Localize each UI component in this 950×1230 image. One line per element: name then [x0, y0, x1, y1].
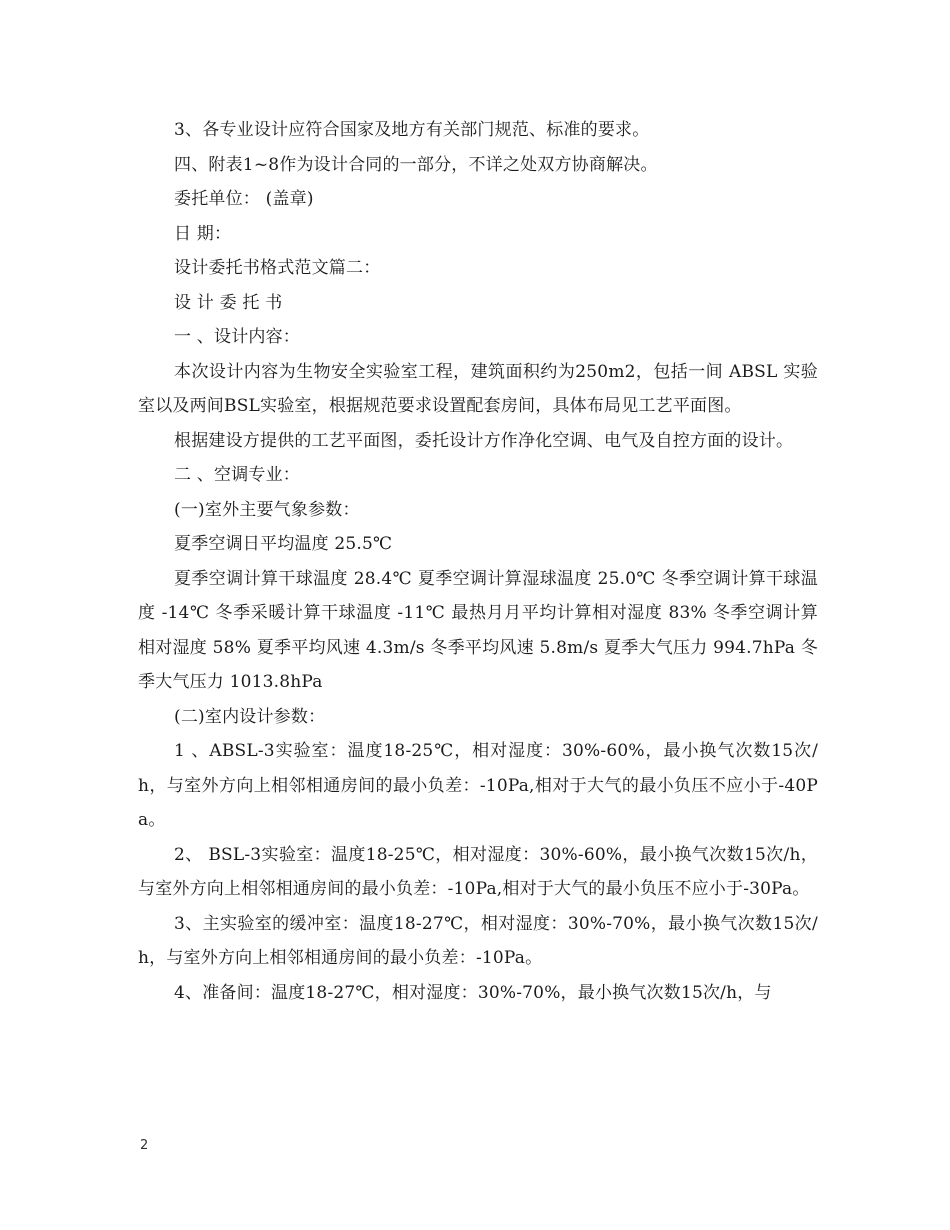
- document-title: 设 计 委 托 书: [174, 292, 283, 313]
- paragraph-bsl3: 2、 BSL-3实验室：温度18-25℃，相对湿度：30%-60%，最小换气次数15次/h，与室外方向上相邻相通房间的最小负差：-10Pa,相对于大气的最小负压不应小于-30Pa。: [138, 844, 818, 899]
- section-heading-sample-two: 设计委托书格式范文篇二：: [174, 258, 381, 278]
- paragraph-weather-params: 夏季空调计算干球温度 28.4℃ 夏季空调计算湿球温度 25.0℃ 冬季空调计算干球温度 -14℃ 冬季采暖计算干球温度 -11℃ 最热月月平均计算相对湿度 83% 冬季空调计算相对湿度 58% 夏季平均风速 4.3m/s 冬季平均风速 5.8m/s 夏季大气压力 994.7hPa 冬季大气压力 1013.8hPa: [138, 568, 818, 692]
- paragraph-design-scope: 本次设计内容为生物安全实验室工程，建筑面积约为250m2，包括一间 ABSL 实验室以及两间BSL实验室，根据规范要求设置配套房间，具体布局见工艺平面图。: [138, 361, 818, 416]
- paragraph-item-3: 3、各专业设计应符合国家及地方有关部门规范、标准的要求。: [174, 120, 650, 140]
- subheading-indoor-params: (二)室内设计参数：: [174, 706, 326, 727]
- paragraph-absl3: 1 、ABSL-3实验室：温度18-25℃，相对湿度：30%-60%，最小换气次数15次/h，与室外方向上相邻相通房间的最小负差：-10Pa,相对于大气的最小负压不应小于-40Pa。: [138, 741, 818, 830]
- page-number: 2: [140, 1138, 149, 1153]
- document-body: [138, 113, 818, 1010]
- paragraph-appendix: 四、附表1~8作为设计合同的一部分，不详之处双方协商解决。: [174, 154, 658, 175]
- subheading-outdoor-params: (一)室外主要气象参数：: [174, 499, 360, 520]
- paragraph-summer-avg-temp: 夏季空调日平均温度 25.5℃: [174, 534, 393, 554]
- paragraph-prep-room: 4、准备间：温度18-27℃，相对湿度：30%-70%，最小换气次数15次/h，与: [174, 982, 772, 1003]
- section-heading-hvac: 二 、空调专业：: [174, 465, 301, 485]
- section-heading-design-content: 一 、设计内容：: [174, 327, 301, 347]
- paragraph-date: 日 期：: [174, 223, 232, 244]
- paragraph-buffer-room: 3、主实验室的缓冲室：温度18-27℃，相对湿度：30%-70%，最小换气次数15次/h，与室外方向上相邻相通房间的最小负差：-10Pa。: [138, 913, 818, 968]
- paragraph-commission: 根据建设方提供的工艺平面图，委托设计方作净化空调、电气及自控方面的设计。: [174, 430, 794, 451]
- paragraph-client-unit: 委托单位： (盖章): [174, 189, 314, 209]
